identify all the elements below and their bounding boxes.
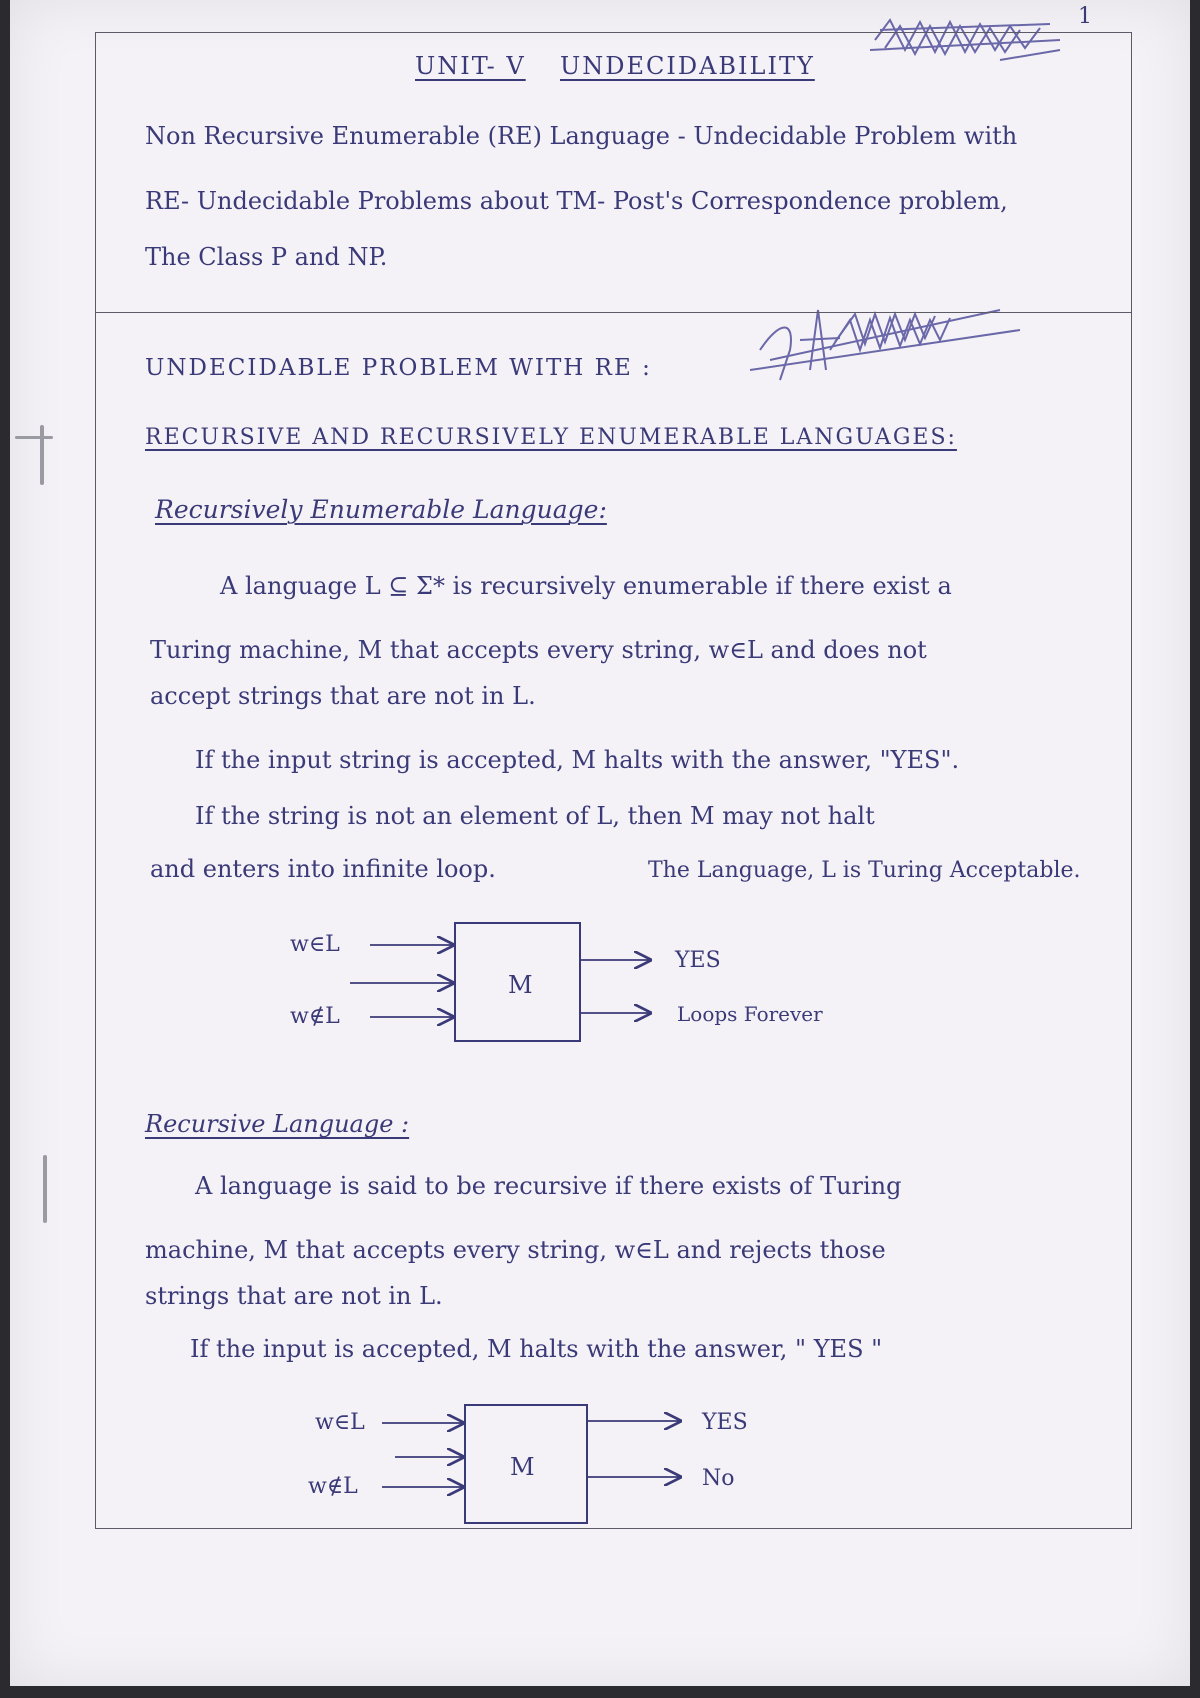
binder-mark-top-tick — [15, 436, 53, 439]
rec-input-rejected: w∉L — [308, 1474, 358, 1499]
syllabus-divider — [95, 312, 1132, 313]
rec-paragraph-line-1: A language is said to be recursive if there exists of Turing — [195, 1172, 902, 1200]
re-paragraph-line-4: If the input string is accepted, M halts with the answer, "YES". — [195, 746, 960, 774]
re-paragraph-line-7: The Language, L is Turing Acceptable. — [648, 858, 1081, 883]
re-turing-machine-diagram — [280, 905, 840, 1049]
rec-paragraph-line-4: If the input is accepted, M halts with the answer, " YES " — [190, 1335, 883, 1363]
rec-paragraph-line-3: strings that are not in L. — [145, 1282, 443, 1310]
re-input-rejected: w∉L — [290, 1004, 340, 1029]
re-output-loops: Loops Forever — [677, 1002, 823, 1026]
syllabus-line-3: The Class P and NP. — [145, 243, 388, 271]
re-language-heading: Recursively Enumerable Language: — [155, 495, 607, 524]
re-paragraph-line-6: and enters into infinite loop. — [150, 855, 496, 883]
re-output-yes: YES — [675, 948, 721, 973]
subsection-heading: RECURSIVE AND RECURSIVELY ENUMERABLE LANGUAGES: — [145, 425, 957, 450]
re-machine-label: M — [508, 971, 533, 999]
rec-machine-label: M — [510, 1453, 535, 1481]
recursive-turing-machine-diagram — [300, 1395, 760, 1529]
re-paragraph-line-1: A language L ⊆ Σ* is recursively enumerable if there exist a — [220, 572, 952, 600]
binder-mark-top — [40, 425, 44, 485]
rec-input-accepted: w∈L — [315, 1410, 365, 1435]
binder-mark-bottom — [43, 1155, 47, 1223]
re-paragraph-line-5: If the string is not an element of L, then M may not halt — [195, 802, 875, 830]
syllabus-line-1: Non Recursive Enumerable (RE) Language - Undecidable Problem with — [145, 122, 1018, 150]
re-input-accepted: w∈L — [290, 932, 340, 957]
page-number: 1 — [1078, 4, 1092, 29]
rec-output-yes: YES — [702, 1410, 748, 1435]
recursive-language-heading: Recursive Language : — [145, 1110, 410, 1138]
unit-label: UNIT- V — [415, 52, 526, 80]
re-paragraph-line-2: Turing machine, M that accepts every string, w∈L and does not — [150, 636, 927, 664]
section-heading: UNDECIDABLE PROBLEM WITH RE : — [145, 355, 652, 381]
syllabus-line-2: RE- Undecidable Problems about TM- Post's Correspondence problem, — [145, 187, 1008, 215]
rec-paragraph-line-2: machine, M that accepts every string, w∈L and rejects those — [145, 1236, 886, 1264]
re-paragraph-line-3: accept strings that are not in L. — [150, 682, 536, 710]
page-title: UNDECIDABILITY — [560, 52, 815, 80]
rec-output-no: No — [702, 1466, 735, 1491]
